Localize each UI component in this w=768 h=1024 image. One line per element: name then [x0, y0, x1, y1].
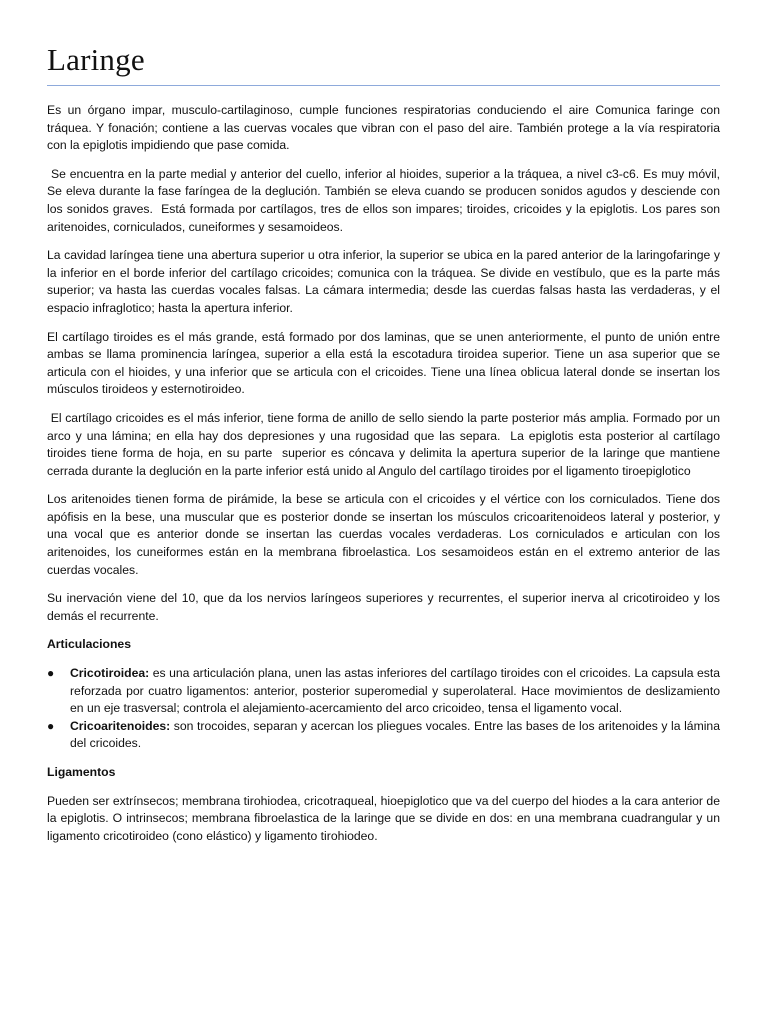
- paragraph-innervation: Su inervación viene del 10, que da los nervios laríngeos superiores y recurrentes, el superior inerva al cricotiroideo y los demás el recurrente.: [47, 591, 720, 623]
- section-heading-articulaciones: Articulaciones: [47, 637, 131, 652]
- section-heading-ligamentos: Ligamentos: [47, 765, 116, 779]
- list-item-term: Cricotiroidea:: [70, 666, 150, 681]
- list-item-text: son trocoides, separan y acercan los pliegues vocales. Entre las bases de los aritenoides y la lámina del cricoides.: [70, 718, 720, 751]
- document-page: [47, 40, 724, 856]
- paragraph-location: Se encuentra en la parte medial y anterior del cuello, inferior al hioides, superior a la tráquea, a nivel c3-c6. Es muy móvil, Se eleva durante la fase faríngea de la deglución. También se eleva cuando se producen sonidos agudos y desciende con los sonidos graves. Está formada por cartílagos, tres de ellos son impares; tiroides, cricoides y la epiglotis. Los pares son aritenoides, corniculados, cuneiformes y sesamoideos.: [47, 166, 724, 234]
- paragraph-thyroid-cartilage: El cartílago tiroides es el más grande, está formado por dos laminas, que se unen anteriormente, el punto de unión entre ambas se llama prominencia laríngea, superior a ella está la escotadura tiroidea superior. Tiene un asa superior que se articula con el hioides, y una inferior que se articula con el cricoides. Tiene una línea oblicua lateral donde se insertan los músculos tiroideos y esternotiroideo.: [47, 329, 720, 397]
- paragraph-laryngeal-cavity: La cavidad laríngea tiene una abertura superior u otra inferior, la superior se ubica en la pared anterior de la laringofaringe y la inferior en el borde inferior del cartílago cricoides; comunica con la tráquea. Se divide en vestíbulo, que es la parte más superior; va hasta las cuerdas vocales falsas. La cámara intermedia; desde las cuerdas falsas hasta las verdaderas, y el espacio infraglotico; hasta la apertura inferior.: [47, 248, 720, 315]
- bullet-icon: ●: [47, 718, 55, 733]
- paragraph-arytenoids: Los aritenoides tienen forma de pirámide, la bese se articula con el cricoides y el vértice con los corniculados. Tiene dos apófisis en la bese, una muscular que es posterior donde se insertan los músculos cricoaritenoideos lateral y posterior, y una vocal que es anterior donde se insertan las cuerdas vocales verdaderas. Los corniculados e articulan con los aritenoides, los cuneiformes están en la membrana fibroelastica. Los sesamoideos están en el extremo anterior de las cuerdas vocales.: [47, 492, 720, 577]
- paragraph-definition: Es un órgano impar, musculo-cartilaginoso, cumple funciones respiratorias conduciendo el aire Comunica faringe con tráquea. Y fonación; contiene a las cuervas vocales que vibran con el paso del aire. También protege a la vía respiratoria con la epiglotis impidiendo que pase comida.: [47, 103, 720, 153]
- paragraph-ligamentos: Pueden ser extrínsecos; membrana tirohiodea, cricotraqueal, hioepiglotico que va del cuerpo del hiodes a la cara anterior de la epiglotis. O intrinsecos; membrana fibroelastica de la laringe que se divide en dos: en una membrana cuadrangular y un ligamento cricotiroideo (cono elástico) y ligamento tirohiodeo.: [47, 793, 720, 843]
- document-body: [47, 102, 724, 845]
- document-title: Laringe: [47, 40, 720, 86]
- list-item-term: Cricoaritenoides:: [70, 718, 171, 733]
- bullet-icon: ●: [47, 666, 55, 681]
- list-item-cricoaritenoides: [47, 718, 720, 753]
- paragraph-cricoid-cartilage: El cartílago cricoides es el más inferior, tiene forma de anillo de sello siendo la parte posterior más amplia. Formado por un arco y una lámina; en ella hay dos depresiones y una rugosidad que las separa. La epiglotis esta posterior al cartílago tiroides tiene forma de hoja, en su parte superior es cóncava y delimita la apertura superior de la laringe que mantiene cerrada durante la deglución en la parte inferior está unido al Angulo del cartílago tiroides por el ligamento tiroepiglotico: [47, 410, 724, 478]
- list-item-text: es una articulación plana, unen las astas inferiores del cartílago tiroides con el cricoides. La capsula esta reforzada por cuatro ligamentos: anterior, posterior superomedial y superolateral. Hace movimientos de deslizamiento en un eje trasversal; controla el alejamiento-acercamiento del arco cricoideo, tensa el ligamento vocal.: [70, 666, 720, 716]
- list-item-cricotiroidea: [47, 665, 720, 718]
- articulaciones-list: [47, 665, 720, 753]
